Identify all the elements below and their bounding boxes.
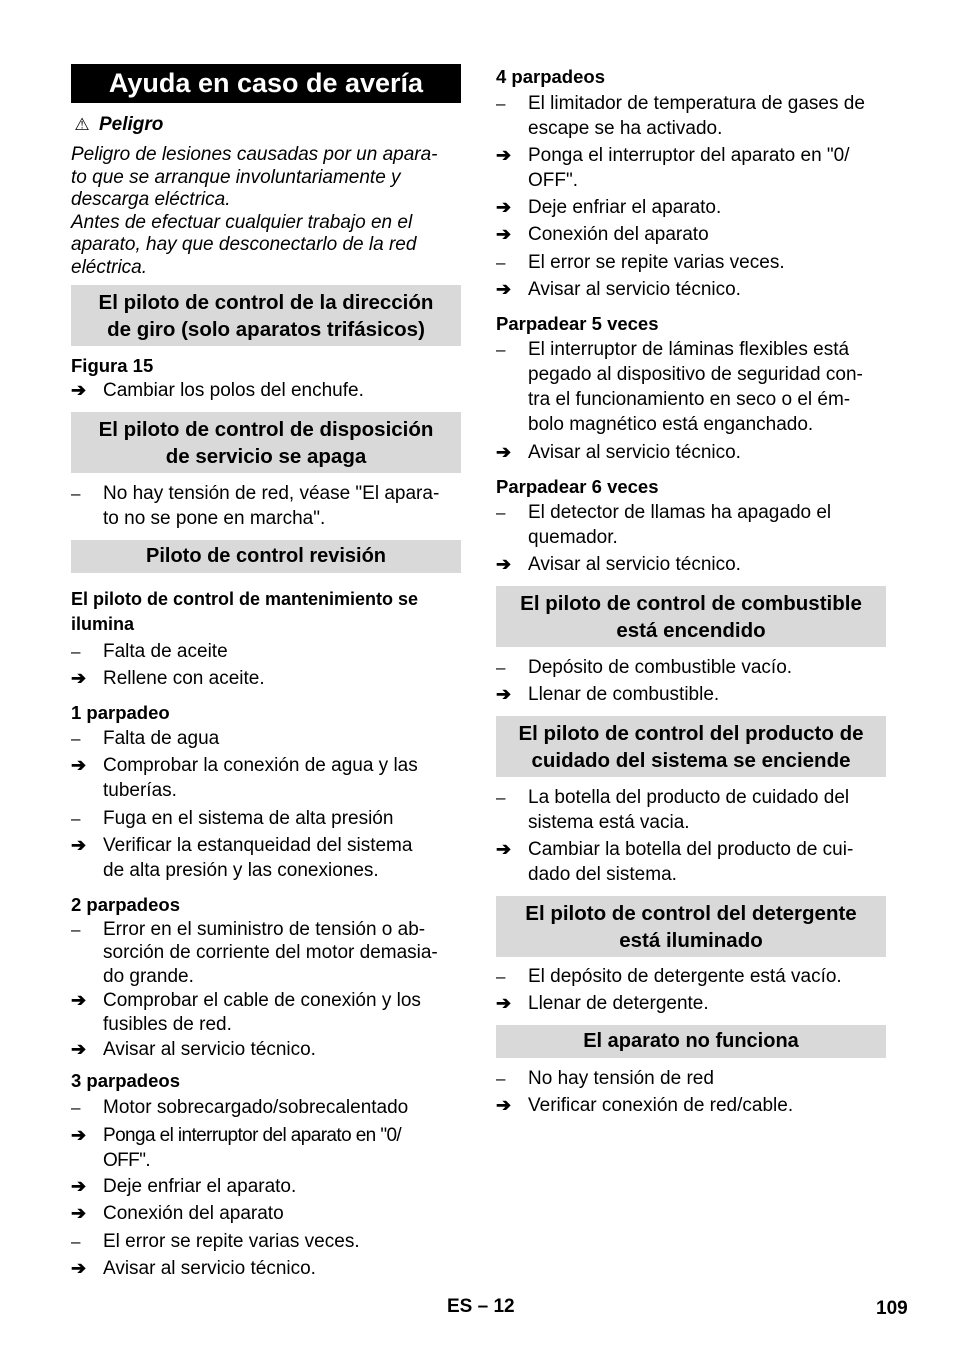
- arrow-icon: ➔: [496, 554, 512, 574]
- cause-text: Depósito de combustible vacío.: [528, 657, 793, 678]
- footer-language-page: ES – 12: [447, 1296, 515, 1317]
- arrow-icon: ➔: [71, 668, 87, 688]
- cause-item: [496, 91, 886, 141]
- cause-line: to no se pone en marcha".: [103, 508, 326, 529]
- cause-line: pegado al dispositivo de seguridad con-: [528, 364, 863, 385]
- section-heading-rotation: [71, 285, 461, 346]
- action-item: [71, 1174, 461, 1199]
- cause-line: do grande.: [103, 965, 194, 987]
- action-text: Cambiar los polos del enchufe.: [103, 380, 364, 401]
- action-line: de alta presión y las conexiones.: [103, 860, 379, 881]
- subheading-line: El piloto de control de mantenimiento se: [71, 589, 419, 609]
- cause-line: tra el funcionamiento en seco o el ém-: [528, 389, 851, 410]
- cause-text: Falta de agua: [103, 728, 220, 749]
- arrow-icon: ➔: [71, 380, 87, 400]
- heading-line: de servicio se apaga: [165, 444, 367, 468]
- dash-icon: –: [496, 658, 506, 677]
- arrow-icon: ➔: [71, 755, 87, 775]
- warning-triangle-icon: ⚠: [74, 115, 90, 134]
- action-item: [496, 143, 886, 193]
- cause-text: El error se repite varias veces.: [103, 1231, 360, 1252]
- subheading-blink1: 1 parpadeo: [71, 702, 170, 723]
- cause-item: [71, 1229, 461, 1254]
- action-text: Verificar conexión de red/cable.: [528, 1095, 794, 1116]
- cause-item: [71, 806, 461, 831]
- arrow-icon: ➔: [496, 197, 512, 217]
- dash-icon: –: [71, 729, 81, 748]
- action-text: Conexión del aparato: [528, 224, 709, 245]
- heading-line: El piloto de control del detergente: [525, 901, 857, 925]
- warning-heading: [71, 114, 461, 136]
- action-text: Avisar al servicio técnico.: [528, 279, 741, 300]
- action-text: Deje enfriar el aparato.: [103, 1176, 297, 1197]
- action-item: [496, 440, 886, 465]
- section-heading-fuel: [496, 586, 886, 647]
- subheading-line: ilumina: [71, 614, 135, 634]
- action-text: Llenar de detergente.: [528, 993, 709, 1014]
- dash-icon: –: [71, 1232, 81, 1251]
- arrow-icon: ➔: [496, 442, 512, 462]
- heading-line: está iluminado: [619, 928, 763, 952]
- cause-text: Fuga en el sistema de alta presión: [103, 808, 394, 829]
- cause-line: El interruptor de láminas flexibles está: [528, 339, 850, 360]
- cause-text: No hay tensión de red: [528, 1068, 714, 1089]
- cause-item: [71, 918, 461, 988]
- arrow-icon: ➔: [496, 839, 512, 859]
- action-line: Ponga el interruptor del aparato en "0/: [528, 145, 850, 166]
- arrow-icon: ➔: [71, 990, 87, 1010]
- arrow-icon: ➔: [496, 279, 512, 299]
- dash-icon: –: [496, 967, 506, 986]
- action-item: [71, 1123, 461, 1173]
- action-item: [71, 833, 461, 883]
- figure-reference: Figura 15: [71, 355, 154, 376]
- dash-icon: –: [496, 253, 506, 272]
- action-text: Rellene con aceite.: [103, 668, 265, 689]
- heading-line: está encendido: [616, 618, 766, 642]
- arrow-icon: ➔: [71, 1258, 87, 1278]
- dash-icon: –: [496, 503, 506, 522]
- arrow-icon: ➔: [496, 145, 512, 165]
- action-item: [71, 1256, 461, 1281]
- action-item: [496, 222, 886, 247]
- warning-line: to que se arranque involuntariamente y: [71, 166, 401, 188]
- dash-icon: –: [496, 340, 506, 359]
- subheading-blink4: 4 parpadeos: [496, 66, 605, 87]
- arrow-icon: ➔: [71, 1176, 87, 1196]
- action-item: [71, 753, 461, 803]
- cause-text: El depósito de detergente está vacío.: [528, 966, 842, 987]
- cause-text: Falta de aceite: [103, 641, 228, 662]
- section-heading-service: Piloto de control revisión: [71, 540, 461, 573]
- cause-text: Motor sobrecargado/sobrecalentado: [103, 1097, 409, 1118]
- action-text: Avisar al servicio técnico.: [103, 1039, 316, 1060]
- cause-line: bolo magnético está enganchado.: [528, 414, 814, 435]
- arrow-icon: ➔: [71, 1125, 87, 1145]
- section-heading-ready: [71, 412, 461, 473]
- cause-item: [71, 639, 461, 664]
- action-item: [496, 837, 886, 887]
- warning-line: descarga eléctrica.: [71, 189, 231, 211]
- action-text: Conexión del aparato: [103, 1203, 284, 1224]
- cause-line: sorción de corriente del motor demasia-: [103, 942, 438, 964]
- action-item: [496, 552, 886, 577]
- cause-item: [496, 964, 886, 989]
- cause-line: quemador.: [528, 527, 618, 548]
- cause-item: [496, 250, 886, 275]
- heading-line: El piloto de control del producto de: [518, 721, 864, 745]
- action-text: Deje enfriar el aparato.: [528, 197, 722, 218]
- dash-icon: –: [71, 1098, 81, 1117]
- cause-line: sistema está vacia.: [528, 812, 690, 833]
- arrow-icon: ➔: [71, 835, 87, 855]
- action-line: Ponga el interruptor del aparato en "0/: [103, 1125, 402, 1146]
- subheading-maintenance: [71, 587, 461, 637]
- cause-item: [71, 481, 461, 531]
- action-text: Llenar de combustible.: [528, 684, 720, 705]
- warning-text: [71, 144, 461, 280]
- arrow-icon: ➔: [496, 1095, 512, 1115]
- warning-line: aparato, hay que desconectarlo de la red: [71, 234, 417, 256]
- action-line: tuberías.: [103, 780, 177, 801]
- cause-item: [496, 500, 886, 550]
- cause-line: Error en el suministro de tensión o ab-: [103, 919, 426, 940]
- warning-label: Peligro: [99, 114, 164, 135]
- action-item: [496, 277, 886, 302]
- action-text: Avisar al servicio técnico.: [103, 1258, 316, 1279]
- cause-line: El detector de llamas ha apagado el: [528, 502, 832, 523]
- dash-icon: –: [496, 1069, 506, 1088]
- dash-icon: –: [496, 788, 506, 807]
- action-text: Avisar al servicio técnico.: [528, 442, 741, 463]
- cause-line: escape se ha activado.: [528, 118, 723, 139]
- action-item: [71, 1037, 461, 1062]
- warning-line: Antes de efectuar cualquier trabajo en el: [71, 211, 413, 233]
- cause-item: [496, 655, 886, 680]
- arrow-icon: ➔: [496, 684, 512, 704]
- page-title: Ayuda en caso de avería: [71, 64, 461, 103]
- action-line: Cambiar la botella del producto de cui-: [528, 839, 854, 860]
- action-line: fusibles de red.: [103, 1013, 232, 1035]
- action-line: Comprobar el cable de conexión y los: [103, 990, 421, 1011]
- action-item: [71, 1201, 461, 1226]
- action-line: OFF".: [528, 170, 579, 191]
- action-item: [71, 378, 461, 403]
- cause-item: [496, 337, 886, 437]
- dash-icon: –: [71, 920, 81, 939]
- cause-item: [71, 1095, 461, 1120]
- heading-line: El piloto de control de combustible: [520, 591, 862, 615]
- subheading-blink3: 3 parpadeos: [71, 1070, 180, 1091]
- warning-line: Peligro de lesiones causadas por un apara-: [71, 144, 438, 165]
- heading-line: de giro (solo aparatos trifásicos): [107, 317, 425, 341]
- cause-line: No hay tensión de red, véase "El apara-: [103, 483, 440, 504]
- action-item: [496, 1093, 886, 1118]
- action-line: Verificar la estanqueidad del sistema: [103, 835, 413, 856]
- arrow-icon: ➔: [496, 993, 512, 1013]
- cause-item: [71, 726, 461, 751]
- subheading-blink2: 2 parpadeos: [71, 894, 180, 915]
- cause-text: El error se repite varias veces.: [528, 252, 785, 273]
- section-heading-detergent: [496, 896, 886, 957]
- action-item: [496, 682, 886, 707]
- subheading-blink5: Parpadear 5 veces: [496, 313, 659, 334]
- action-item: [496, 195, 886, 220]
- section-heading-care: [496, 716, 886, 777]
- dash-icon: –: [71, 809, 81, 828]
- dash-icon: –: [71, 642, 81, 661]
- subheading-blink6: Parpadear 6 veces: [496, 476, 659, 497]
- page-number: 109: [876, 1298, 908, 1319]
- heading-line: cuidado del sistema se enciende: [531, 748, 851, 772]
- cause-item: [496, 1066, 886, 1091]
- action-line: Comprobar la conexión de agua y las: [103, 755, 418, 776]
- action-text: Avisar al servicio técnico.: [528, 554, 741, 575]
- heading-line: El piloto de control de disposición: [98, 417, 434, 441]
- action-item: [71, 989, 461, 1036]
- cause-item: [496, 785, 886, 835]
- section-heading-not-working: El aparato no funciona: [496, 1025, 886, 1058]
- warning-line: eléctrica.: [71, 256, 148, 278]
- arrow-icon: ➔: [496, 224, 512, 244]
- action-line: OFF".: [103, 1150, 151, 1171]
- cause-line: La botella del producto de cuidado del: [528, 787, 850, 808]
- action-line: dado del sistema.: [528, 864, 677, 885]
- dash-icon: –: [71, 484, 81, 503]
- heading-line: El piloto de control de la dirección: [98, 290, 434, 314]
- cause-line: El limitador de temperatura de gases de: [528, 93, 865, 114]
- arrow-icon: ➔: [71, 1203, 87, 1223]
- action-item: [496, 991, 886, 1016]
- arrow-icon: ➔: [71, 1039, 87, 1059]
- dash-icon: –: [496, 94, 506, 113]
- action-item: [71, 666, 461, 691]
